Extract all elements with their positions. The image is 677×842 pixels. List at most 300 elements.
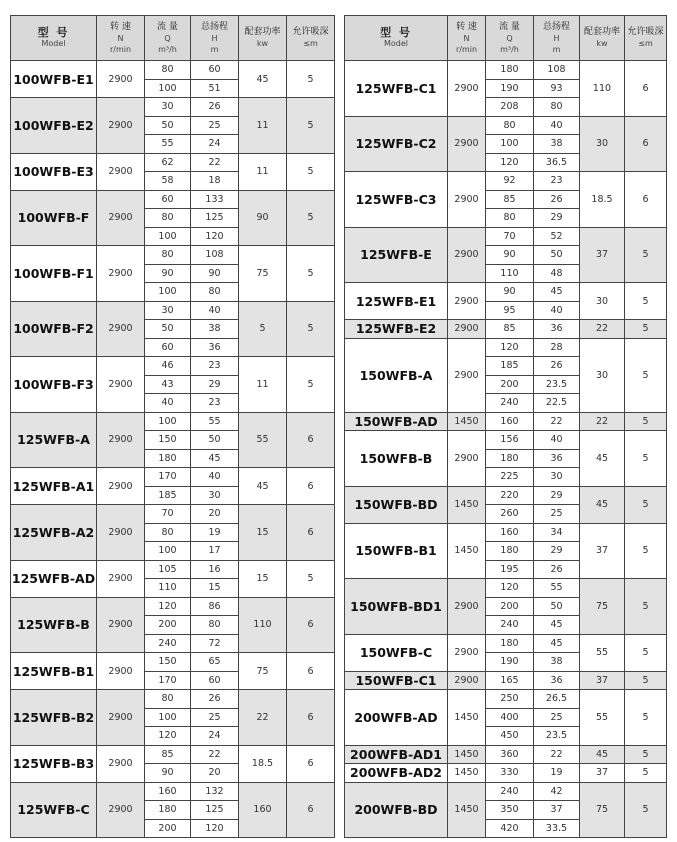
- model-cell: 150WFB-B: [345, 431, 448, 487]
- head-cell: 18: [191, 172, 239, 191]
- header-suction: 允许吸深 ≤m: [625, 16, 667, 61]
- head-cell: 36.5: [534, 153, 580, 172]
- power-cell: 110: [580, 61, 625, 117]
- head-cell: 93: [534, 79, 580, 98]
- flow-cell: 120: [145, 597, 191, 616]
- table-header: [345, 16, 667, 61]
- flow-cell: 100: [145, 283, 191, 302]
- model-cell: 125WFB-B: [11, 597, 97, 653]
- head-cell: 72: [191, 634, 239, 653]
- table-row: [11, 190, 335, 209]
- head-cell: 108: [191, 246, 239, 265]
- table-row: [345, 782, 667, 801]
- flow-cell: 100: [486, 135, 534, 154]
- suction-cell: 5: [625, 745, 667, 764]
- head-cell: 25: [534, 505, 580, 524]
- flow-cell: 50: [145, 116, 191, 135]
- flow-cell: 240: [486, 782, 534, 801]
- suction-cell: 6: [625, 172, 667, 228]
- suction-cell: 5: [287, 61, 335, 98]
- table-row: [11, 782, 335, 801]
- suction-cell: 5: [625, 782, 667, 838]
- model-cell: 125WFB-C2: [345, 116, 448, 172]
- flow-cell: 400: [486, 708, 534, 727]
- model-cell: 125WFB-A1: [11, 468, 97, 505]
- head-cell: 45: [191, 449, 239, 468]
- flow-cell: 55: [145, 135, 191, 154]
- suction-cell: 6: [287, 468, 335, 505]
- head-cell: 30: [534, 468, 580, 487]
- head-cell: 25: [191, 708, 239, 727]
- speed-cell: 2900: [448, 579, 486, 635]
- suction-cell: 5: [625, 523, 667, 579]
- power-cell: 45: [239, 61, 287, 98]
- flow-cell: 250: [486, 690, 534, 709]
- head-cell: 22: [534, 745, 580, 764]
- flow-cell: 43: [145, 375, 191, 394]
- head-cell: 38: [534, 135, 580, 154]
- flow-cell: 450: [486, 727, 534, 746]
- flow-cell: 360: [486, 745, 534, 764]
- flow-cell: 200: [486, 375, 534, 394]
- head-cell: 36: [534, 449, 580, 468]
- head-cell: 108: [534, 61, 580, 80]
- power-cell: 30: [580, 116, 625, 172]
- power-cell: 45: [580, 431, 625, 487]
- speed-cell: 2900: [448, 172, 486, 228]
- flow-cell: 80: [145, 61, 191, 80]
- flow-cell: 185: [486, 357, 534, 376]
- header-suction: 允许吸深 ≤m: [287, 16, 335, 61]
- flow-cell: 190: [486, 653, 534, 672]
- table-row: [11, 745, 335, 764]
- speed-cell: 1450: [448, 486, 486, 523]
- table-row: [345, 338, 667, 357]
- table-row: [345, 745, 667, 764]
- table-body: [345, 61, 667, 838]
- table-row: [345, 671, 667, 690]
- suction-cell: 5: [625, 671, 667, 690]
- flow-cell: 80: [145, 246, 191, 265]
- flow-cell: 100: [145, 79, 191, 98]
- head-cell: 80: [534, 98, 580, 117]
- flow-cell: 105: [145, 560, 191, 579]
- suction-cell: 5: [287, 246, 335, 302]
- power-cell: 37: [580, 523, 625, 579]
- header-head: 总扬程 H m: [534, 16, 580, 61]
- model-cell: 100WFB-E3: [11, 153, 97, 190]
- table-row: [345, 61, 667, 80]
- suction-cell: 5: [625, 579, 667, 635]
- head-cell: 55: [191, 412, 239, 431]
- flow-cell: 180: [145, 449, 191, 468]
- flow-cell: 90: [145, 764, 191, 783]
- head-cell: 23.5: [534, 375, 580, 394]
- head-cell: 132: [191, 782, 239, 801]
- model-cell: 125WFB-B3: [11, 745, 97, 782]
- model-cell: 125WFB-C3: [345, 172, 448, 228]
- flow-cell: 160: [486, 412, 534, 431]
- flow-cell: 100: [145, 708, 191, 727]
- speed-cell: 2900: [448, 634, 486, 671]
- head-cell: 50: [534, 597, 580, 616]
- head-cell: 26: [534, 560, 580, 579]
- head-cell: 37: [534, 801, 580, 820]
- model-cell: 200WFB-AD1: [345, 745, 448, 764]
- head-cell: 22.5: [534, 394, 580, 413]
- power-cell: 37: [580, 764, 625, 783]
- head-cell: 29: [534, 209, 580, 228]
- speed-cell: 2900: [97, 246, 145, 302]
- speed-cell: 1450: [448, 782, 486, 838]
- head-cell: 45: [534, 283, 580, 302]
- model-cell: 100WFB-F2: [11, 301, 97, 357]
- flow-cell: 85: [486, 190, 534, 209]
- speed-cell: 1450: [448, 745, 486, 764]
- head-cell: 38: [191, 320, 239, 339]
- model-cell: 150WFB-A: [345, 338, 448, 412]
- suction-cell: 6: [625, 116, 667, 172]
- header-speed: 转 速 N r/min: [97, 16, 145, 61]
- head-cell: 26: [191, 690, 239, 709]
- head-cell: 40: [534, 116, 580, 135]
- head-cell: 60: [191, 671, 239, 690]
- flow-cell: 46: [145, 357, 191, 376]
- suction-cell: 6: [287, 745, 335, 782]
- speed-cell: 2900: [97, 412, 145, 468]
- head-cell: 23: [191, 357, 239, 376]
- head-cell: 34: [534, 523, 580, 542]
- table-row: [11, 61, 335, 80]
- speed-cell: 2900: [448, 116, 486, 172]
- head-cell: 29: [534, 486, 580, 505]
- model-cell: 100WFB-F3: [11, 357, 97, 413]
- speed-cell: 2900: [97, 690, 145, 746]
- suction-cell: 6: [287, 505, 335, 561]
- flow-cell: 240: [486, 394, 534, 413]
- head-cell: 22: [191, 745, 239, 764]
- flow-cell: 60: [145, 338, 191, 357]
- flow-cell: 190: [486, 79, 534, 98]
- head-cell: 24: [191, 727, 239, 746]
- head-cell: 65: [191, 653, 239, 672]
- speed-cell: 2900: [97, 357, 145, 413]
- model-cell: 200WFB-AD2: [345, 764, 448, 783]
- header-model: 型 号 Model: [11, 16, 97, 61]
- head-cell: 50: [191, 431, 239, 450]
- suction-cell: 5: [287, 357, 335, 413]
- suction-cell: 5: [287, 560, 335, 597]
- model-cell: 100WFB-E2: [11, 98, 97, 154]
- model-cell: 150WFB-BD1: [345, 579, 448, 635]
- flow-cell: 225: [486, 468, 534, 487]
- model-cell: 125WFB-C: [11, 782, 97, 838]
- speed-cell: 2900: [97, 782, 145, 838]
- speed-cell: 2900: [97, 301, 145, 357]
- flow-cell: 420: [486, 819, 534, 838]
- speed-cell: 2900: [97, 190, 145, 246]
- spec-table-right: [344, 15, 667, 838]
- flow-cell: 350: [486, 801, 534, 820]
- head-cell: 29: [191, 375, 239, 394]
- flow-cell: 92: [486, 172, 534, 191]
- suction-cell: 6: [287, 690, 335, 746]
- flow-cell: 170: [145, 671, 191, 690]
- head-cell: 40: [534, 301, 580, 320]
- table-row: [11, 357, 335, 376]
- flow-cell: 100: [145, 412, 191, 431]
- head-cell: 30: [191, 486, 239, 505]
- head-cell: 120: [191, 227, 239, 246]
- model-cell: 125WFB-B1: [11, 653, 97, 690]
- power-cell: 11: [239, 153, 287, 190]
- head-cell: 24: [191, 135, 239, 154]
- model-cell: 125WFB-E2: [345, 320, 448, 339]
- model-cell: 125WFB-C1: [345, 61, 448, 117]
- flow-cell: 80: [145, 209, 191, 228]
- head-cell: 22: [191, 153, 239, 172]
- head-cell: 25: [191, 116, 239, 135]
- suction-cell: 6: [287, 597, 335, 653]
- head-cell: 36: [534, 671, 580, 690]
- power-cell: 45: [580, 745, 625, 764]
- flow-cell: 180: [486, 634, 534, 653]
- suction-cell: 5: [625, 634, 667, 671]
- flow-cell: 60: [145, 190, 191, 209]
- flow-cell: 120: [486, 338, 534, 357]
- head-cell: 55: [534, 579, 580, 598]
- speed-cell: 2900: [97, 61, 145, 98]
- speed-cell: 2900: [97, 597, 145, 653]
- suction-cell: 5: [625, 320, 667, 339]
- flow-cell: 30: [145, 98, 191, 117]
- suction-cell: 5: [287, 153, 335, 190]
- head-cell: 120: [191, 819, 239, 838]
- suction-cell: 5: [625, 690, 667, 746]
- table-body: [11, 61, 335, 838]
- flow-cell: 208: [486, 98, 534, 117]
- head-cell: 15: [191, 579, 239, 598]
- speed-cell: 2900: [97, 653, 145, 690]
- table-row: [345, 227, 667, 246]
- speed-cell: 2900: [97, 560, 145, 597]
- model-cell: 150WFB-BD: [345, 486, 448, 523]
- model-cell: 100WFB-F: [11, 190, 97, 246]
- power-cell: 22: [239, 690, 287, 746]
- head-cell: 45: [534, 634, 580, 653]
- header-speed: 转 速 N r/min: [448, 16, 486, 61]
- table-header: [11, 16, 335, 61]
- flow-cell: 100: [145, 227, 191, 246]
- table-row: [11, 412, 335, 431]
- model-cell: 150WFB-C1: [345, 671, 448, 690]
- table-row: [11, 468, 335, 487]
- head-cell: 36: [191, 338, 239, 357]
- power-cell: 11: [239, 98, 287, 154]
- power-cell: 160: [239, 782, 287, 838]
- power-cell: 90: [239, 190, 287, 246]
- head-cell: 90: [191, 264, 239, 283]
- flow-cell: 200: [145, 616, 191, 635]
- suction-cell: 5: [625, 764, 667, 783]
- power-cell: 15: [239, 560, 287, 597]
- power-cell: 110: [239, 597, 287, 653]
- speed-cell: 2900: [448, 283, 486, 320]
- flow-cell: 90: [486, 246, 534, 265]
- flow-cell: 120: [486, 153, 534, 172]
- table-row: [345, 579, 667, 598]
- speed-cell: 2900: [448, 431, 486, 487]
- flow-cell: 240: [486, 616, 534, 635]
- suction-cell: 6: [287, 412, 335, 468]
- suction-cell: 5: [287, 301, 335, 357]
- head-cell: 28: [534, 338, 580, 357]
- head-cell: 51: [191, 79, 239, 98]
- flow-cell: 120: [486, 579, 534, 598]
- head-cell: 26: [534, 357, 580, 376]
- power-cell: 75: [580, 782, 625, 838]
- suction-cell: 5: [625, 431, 667, 487]
- flow-cell: 90: [486, 283, 534, 302]
- flow-cell: 110: [145, 579, 191, 598]
- power-cell: 45: [580, 486, 625, 523]
- flow-cell: 160: [486, 523, 534, 542]
- suction-cell: 5: [625, 283, 667, 320]
- head-cell: 80: [191, 616, 239, 635]
- header-flow: 流 量 Q m³/h: [145, 16, 191, 61]
- model-cell: 125WFB-E1: [345, 283, 448, 320]
- power-cell: 11: [239, 357, 287, 413]
- flow-cell: 40: [145, 394, 191, 413]
- head-cell: 45: [534, 616, 580, 635]
- power-cell: 18.5: [239, 745, 287, 782]
- power-cell: 55: [239, 412, 287, 468]
- model-cell: 125WFB-AD: [11, 560, 97, 597]
- flow-cell: 62: [145, 153, 191, 172]
- head-cell: 22: [534, 412, 580, 431]
- head-cell: 16: [191, 560, 239, 579]
- table-row: [345, 283, 667, 302]
- power-cell: 37: [580, 227, 625, 283]
- header-power: 配套功率 kw: [580, 16, 625, 61]
- header-flow: 流 量 Q m³/h: [486, 16, 534, 61]
- table-row: [345, 412, 667, 431]
- model-cell: 125WFB-B2: [11, 690, 97, 746]
- flow-cell: 85: [145, 745, 191, 764]
- head-cell: 40: [534, 431, 580, 450]
- flow-cell: 200: [486, 597, 534, 616]
- speed-cell: 2900: [448, 320, 486, 339]
- flow-cell: 80: [486, 116, 534, 135]
- speed-cell: 1450: [448, 764, 486, 783]
- table-row: [345, 690, 667, 709]
- power-cell: 75: [239, 246, 287, 302]
- head-cell: 20: [191, 764, 239, 783]
- head-cell: 19: [534, 764, 580, 783]
- table-row: [11, 98, 335, 117]
- flow-cell: 160: [145, 782, 191, 801]
- speed-cell: 1450: [448, 690, 486, 746]
- model-cell: 150WFB-B1: [345, 523, 448, 579]
- flow-cell: 220: [486, 486, 534, 505]
- head-cell: 26.5: [534, 690, 580, 709]
- power-cell: 55: [580, 690, 625, 746]
- flow-cell: 90: [145, 264, 191, 283]
- flow-cell: 110: [486, 264, 534, 283]
- head-cell: 52: [534, 227, 580, 246]
- model-cell: 125WFB-A: [11, 412, 97, 468]
- head-cell: 125: [191, 801, 239, 820]
- flow-cell: 200: [145, 819, 191, 838]
- flow-cell: 195: [486, 560, 534, 579]
- table-row: [11, 690, 335, 709]
- flow-cell: 180: [486, 542, 534, 561]
- flow-cell: 80: [145, 523, 191, 542]
- table-row: [11, 301, 335, 320]
- head-cell: 38: [534, 653, 580, 672]
- head-cell: 133: [191, 190, 239, 209]
- flow-cell: 260: [486, 505, 534, 524]
- header-head: 总扬程 H m: [191, 16, 239, 61]
- suction-cell: 5: [625, 412, 667, 431]
- head-cell: 86: [191, 597, 239, 616]
- head-cell: 60: [191, 61, 239, 80]
- table-row: [11, 653, 335, 672]
- flow-cell: 180: [486, 449, 534, 468]
- power-cell: 18.5: [580, 172, 625, 228]
- flow-cell: 50: [145, 320, 191, 339]
- table-row: [11, 560, 335, 579]
- model-cell: 200WFB-AD: [345, 690, 448, 746]
- head-cell: 26: [191, 98, 239, 117]
- flow-cell: 80: [145, 690, 191, 709]
- head-cell: 23.5: [534, 727, 580, 746]
- speed-cell: 2900: [97, 468, 145, 505]
- head-cell: 20: [191, 505, 239, 524]
- power-cell: 75: [239, 653, 287, 690]
- speed-cell: 1450: [448, 523, 486, 579]
- suction-cell: 6: [625, 61, 667, 117]
- table-row: [345, 116, 667, 135]
- table-row: [11, 597, 335, 616]
- power-cell: 15: [239, 505, 287, 561]
- head-cell: 50: [534, 246, 580, 265]
- speed-cell: 2900: [97, 505, 145, 561]
- table-row: [11, 246, 335, 265]
- table-row: [345, 523, 667, 542]
- flow-cell: 185: [145, 486, 191, 505]
- head-cell: 29: [534, 542, 580, 561]
- model-cell: 150WFB-AD: [345, 412, 448, 431]
- power-cell: 75: [580, 579, 625, 635]
- suction-cell: 5: [625, 486, 667, 523]
- model-cell: 100WFB-E1: [11, 61, 97, 98]
- head-cell: 33.5: [534, 819, 580, 838]
- speed-cell: 2900: [97, 745, 145, 782]
- speed-cell: 2900: [448, 671, 486, 690]
- flow-cell: 58: [145, 172, 191, 191]
- flow-cell: 85: [486, 320, 534, 339]
- flow-cell: 100: [145, 542, 191, 561]
- power-cell: 45: [239, 468, 287, 505]
- table-row: [345, 320, 667, 339]
- flow-cell: 150: [145, 653, 191, 672]
- flow-cell: 120: [145, 727, 191, 746]
- table-row: [345, 764, 667, 783]
- head-cell: 125: [191, 209, 239, 228]
- flow-cell: 95: [486, 301, 534, 320]
- flow-cell: 30: [145, 301, 191, 320]
